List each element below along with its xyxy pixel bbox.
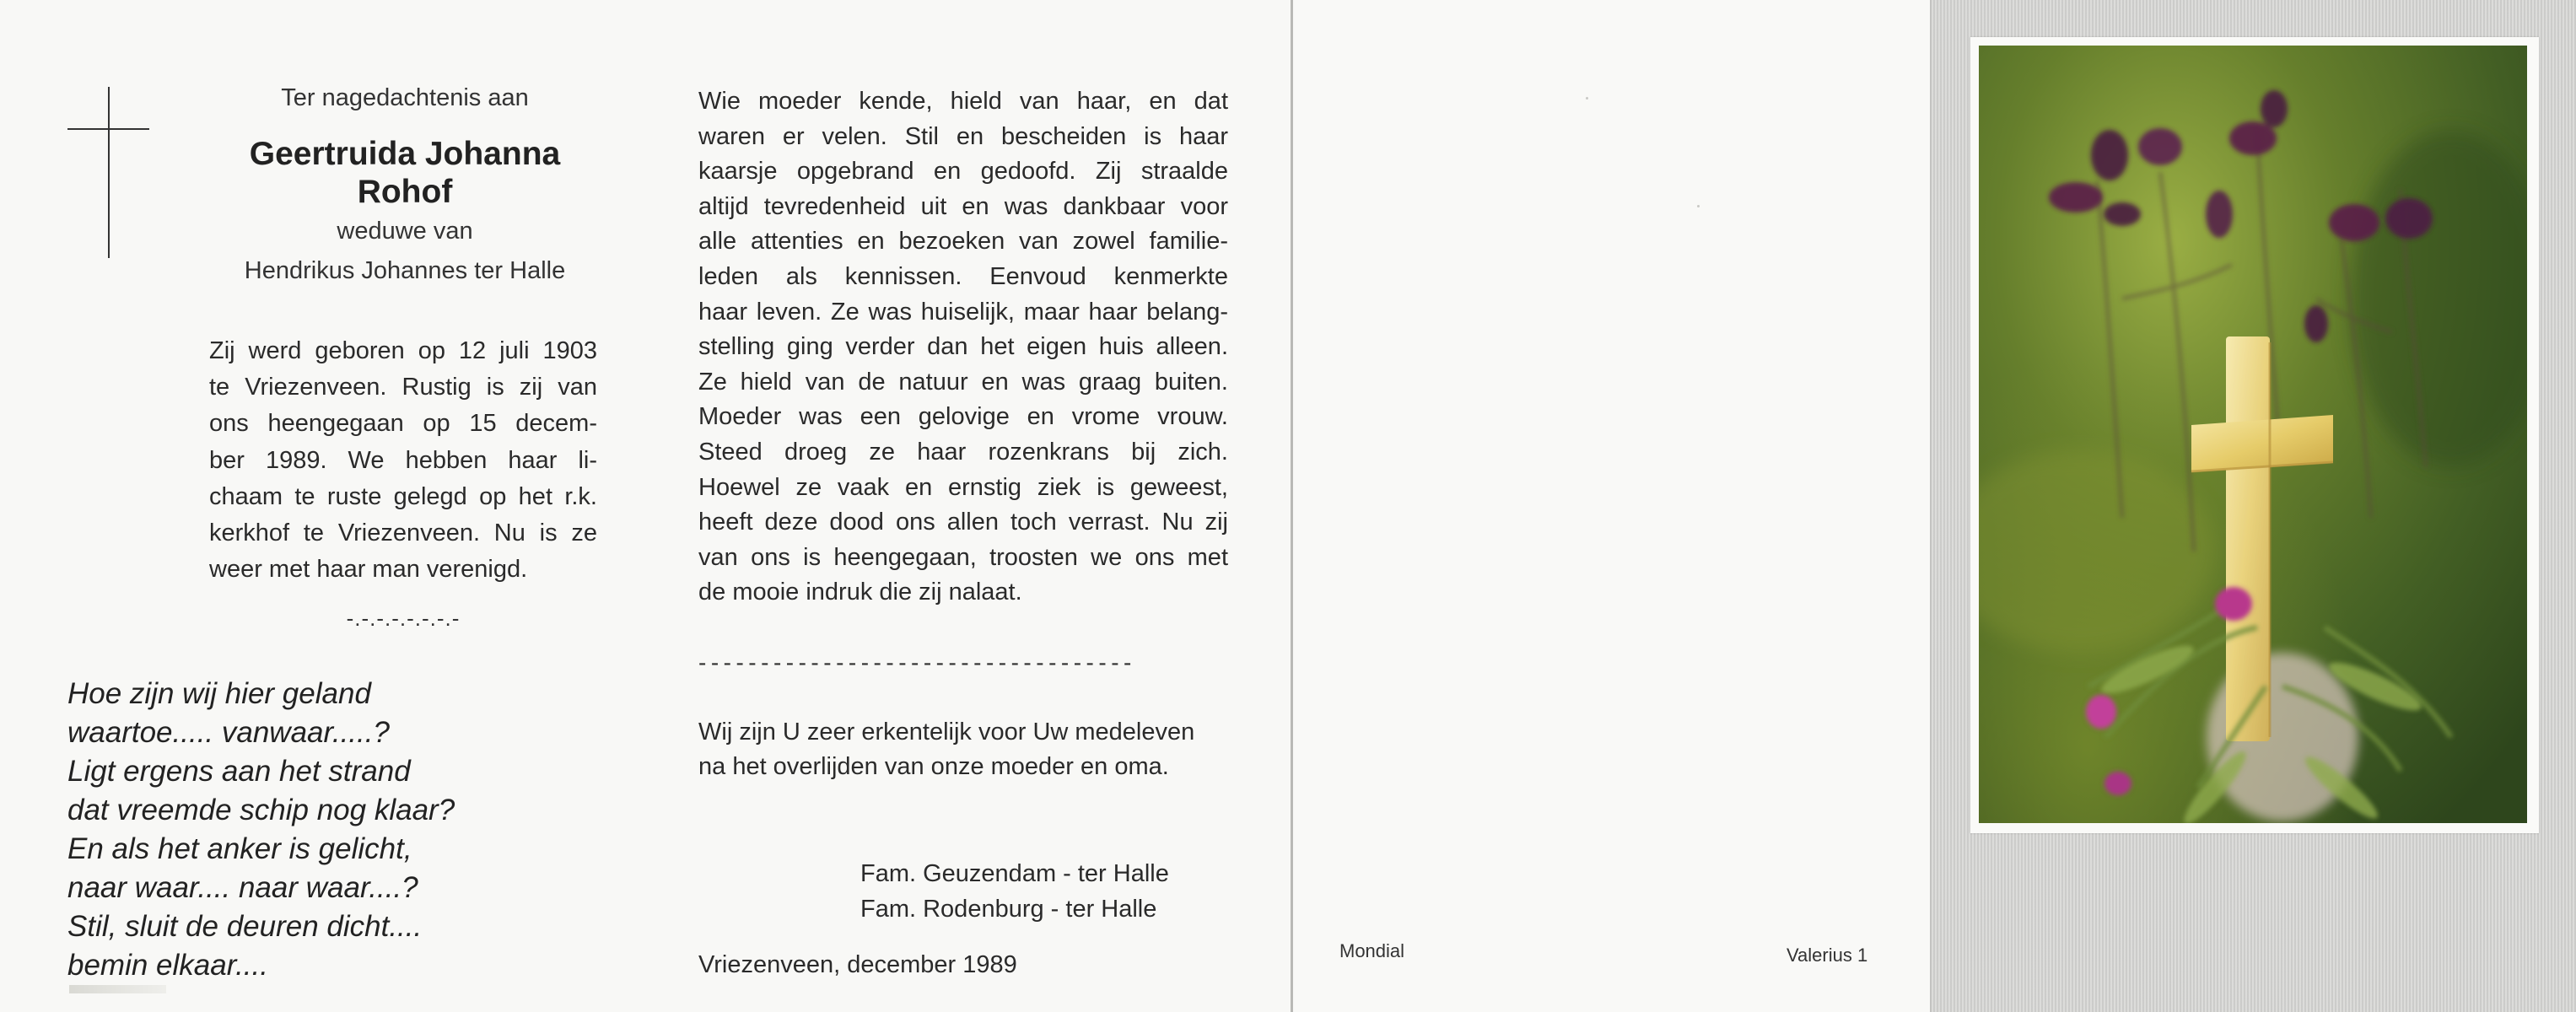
tribute-line: Steed droeg ze haar rozenkrans bij zich. [698,438,1228,466]
tribute-line: Ze hield van de natuur en was graag buiten. [698,368,1228,396]
poem-line: bemin elkaar.... [67,949,268,982]
deceased-name-line2: Rohof [357,174,453,210]
widow-of-label: weduwe van [337,218,473,245]
faded-mark [69,985,166,993]
cross-icon-horizontal [67,128,149,130]
tribute-line: alle attenties en bezoeken van zowel familie- [698,228,1228,256]
series-label: Valerius 1 [1786,945,1868,966]
poem-line: dat vreemde schip nog klaar? [67,794,455,826]
poem-line: waartoe..... vanwaar.....? [67,716,390,749]
tribute-line: Wie moeder kende, hield van haar, en dat [698,88,1228,115]
photo-illustration [1979,46,2527,823]
bio-line: chaam te ruste gelegd op het r.k. [209,482,597,510]
deceased-name-line1: Geertruida Johanna [249,136,561,172]
bio-line: ber 1989. We hebben haar li- [209,446,597,474]
thanks-line: na het overlijden van onze moeder en oma. [698,753,1169,780]
tribute-line: haar leven. Ze was huiselijk, maar haar belang- [698,298,1228,326]
tribute-line: waren er velen. Stil en bescheiden is haar [698,122,1228,150]
tribute-line: Moeder was een gelovige en vrome vrouw. [698,403,1228,431]
paper-speck [1586,97,1588,100]
cross-flowers-photo [1979,46,2527,823]
back-page [1291,0,1930,1012]
bio-line: Zij werd geboren op 12 juli 1903 [209,337,597,364]
place-date: Vriezenveen, december 1989 [698,951,1017,978]
tribute-text [698,84,1228,611]
deceased-name [194,135,616,211]
thanks-line: Wij zijn U zeer erkentelijk voor Uw medeleven [698,719,1195,746]
poem-line: Hoe zijn wij hier geland [67,677,371,710]
poem-line: Ligt ergens aan het strand [67,755,411,788]
family-name: Fam. Geuzendam - ter Halle [860,860,1169,887]
tribute-line: stelling ging verder dan het eigen huis alleen. [698,333,1228,361]
paper-speck [1697,205,1700,207]
cross-icon-vertical [108,87,110,258]
tribute-line: heeft deze dood ons allen toch verrast. Nu zij [698,509,1228,536]
bio-line: te Vriezenveen. Rustig is zij van [209,374,597,401]
poem-line: naar waar.... naar waar....? [67,871,418,904]
poem-line: En als het anker is gelicht, [67,832,412,865]
bio-line: weer met haar man verenigd. [209,556,528,584]
poem-line: Stil, sluit de deuren dicht.... [67,910,423,943]
tribute-line: kaarsje opgebrand en gedoofd. Zij straalde [698,158,1228,186]
biography [209,333,597,588]
tribute-line: leden als kennissen. Eenvoud kenmerkte [698,262,1228,290]
tribute-line: van ons is heengegaan, troosten we ons met [698,543,1228,571]
husband-name: Hendrikus Johannes ter Halle [244,257,566,284]
tribute-line: altijd tevredenheid uit en was dankbaar voor [698,192,1228,220]
bio-line: ons heengegaan op 15 decem- [209,410,597,438]
bio-separator: -.-.-.-.-.-.-.- [346,606,461,631]
family-signatures [860,856,1231,927]
poem [67,675,574,985]
publisher-label: Mondial [1339,940,1405,961]
dashed-divider: ----------------------------------- [698,649,1136,676]
tribute-line: de mooie indruk die zij nalaat. [698,579,1022,606]
family-name: Fam. Rodenburg - ter Halle [860,896,1157,923]
bio-line: kerkhof te Vriezenveen. Nu is ze [209,519,597,547]
tribute-line: Hoewel ze vaak en ernstig ziek is geweest, [698,473,1228,501]
memorial-intro: Ter nagedachtenis aan [281,84,529,111]
thanks-text [698,715,1228,784]
